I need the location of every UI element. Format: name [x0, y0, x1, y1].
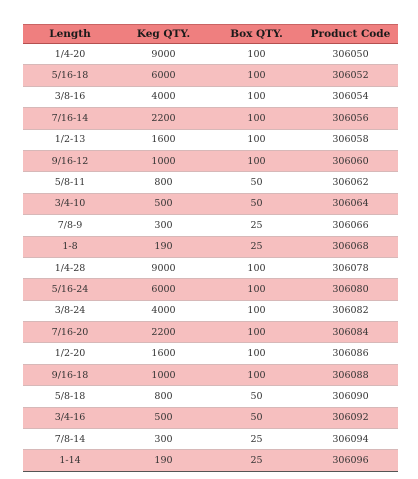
cell-keg-qty: 800	[117, 386, 210, 407]
cell-keg-qty: 9000	[117, 257, 210, 278]
cell-product-code: 306084	[303, 322, 398, 343]
cell-keg-qty: 1600	[117, 343, 210, 364]
table-row	[23, 386, 398, 407]
product-spec-table	[23, 24, 398, 472]
cell-box-qty: 25	[210, 236, 303, 257]
cell-length: 1-8	[23, 236, 117, 257]
cell-length: 3/4-10	[23, 193, 117, 214]
cell-keg-qty: 9000	[117, 44, 210, 65]
cell-keg-qty: 190	[117, 236, 210, 257]
cell-product-code: 306052	[303, 65, 398, 86]
cell-product-code: 306088	[303, 364, 398, 385]
cell-length: 5/8-18	[23, 386, 117, 407]
header-box-qty: Box QTY.	[210, 25, 303, 44]
cell-length: 7/16-14	[23, 108, 117, 129]
table-row	[23, 129, 398, 150]
cell-length: 1/2-20	[23, 343, 117, 364]
cell-box-qty: 100	[210, 300, 303, 321]
table-row	[23, 343, 398, 364]
cell-length: 3/8-16	[23, 86, 117, 107]
table-row	[23, 65, 398, 86]
cell-product-code: 306066	[303, 215, 398, 236]
cell-keg-qty: 4000	[117, 300, 210, 321]
cell-keg-qty: 6000	[117, 65, 210, 86]
table-row	[23, 257, 398, 278]
header-length: Length	[23, 25, 117, 44]
table-row	[23, 172, 398, 193]
cell-product-code: 306058	[303, 129, 398, 150]
cell-box-qty: 25	[210, 429, 303, 450]
cell-length: 7/8-14	[23, 429, 117, 450]
cell-length: 1/4-28	[23, 257, 117, 278]
cell-length: 7/16-20	[23, 322, 117, 343]
header-product-code: Product Code	[303, 25, 398, 44]
cell-box-qty: 50	[210, 407, 303, 428]
cell-length: 7/8-9	[23, 215, 117, 236]
cell-product-code: 306056	[303, 108, 398, 129]
cell-box-qty: 100	[210, 343, 303, 364]
cell-keg-qty: 2200	[117, 322, 210, 343]
table-row	[23, 193, 398, 214]
cell-length: 1-14	[23, 450, 117, 471]
cell-product-code: 306082	[303, 300, 398, 321]
table-row	[23, 86, 398, 107]
cell-box-qty: 100	[210, 279, 303, 300]
cell-product-code: 306050	[303, 44, 398, 65]
cell-product-code: 306068	[303, 236, 398, 257]
cell-box-qty: 100	[210, 65, 303, 86]
table-row	[23, 108, 398, 129]
cell-product-code: 306064	[303, 193, 398, 214]
cell-product-code: 306060	[303, 150, 398, 171]
table-row	[23, 450, 398, 471]
cell-box-qty: 50	[210, 172, 303, 193]
cell-product-code: 306086	[303, 343, 398, 364]
table-header-row	[23, 25, 398, 44]
cell-product-code: 306078	[303, 257, 398, 278]
cell-keg-qty: 190	[117, 450, 210, 471]
cell-box-qty: 100	[210, 150, 303, 171]
table-row	[23, 215, 398, 236]
cell-length: 3/8-24	[23, 300, 117, 321]
cell-keg-qty: 500	[117, 193, 210, 214]
cell-product-code: 306080	[303, 279, 398, 300]
cell-product-code: 306062	[303, 172, 398, 193]
table-row	[23, 150, 398, 171]
header-keg-qty: Keg QTY.	[117, 25, 210, 44]
table-row	[23, 44, 398, 65]
cell-length: 1/4-20	[23, 44, 117, 65]
cell-product-code: 306090	[303, 386, 398, 407]
cell-keg-qty: 500	[117, 407, 210, 428]
cell-keg-qty: 6000	[117, 279, 210, 300]
table-row	[23, 279, 398, 300]
cell-length: 9/16-18	[23, 364, 117, 385]
cell-box-qty: 100	[210, 364, 303, 385]
table-body	[23, 44, 398, 472]
cell-box-qty: 25	[210, 215, 303, 236]
cell-keg-qty: 1000	[117, 150, 210, 171]
cell-length: 5/8-11	[23, 172, 117, 193]
cell-keg-qty: 4000	[117, 86, 210, 107]
cell-product-code: 306096	[303, 450, 398, 471]
table-row	[23, 300, 398, 321]
cell-box-qty: 100	[210, 44, 303, 65]
cell-product-code: 306054	[303, 86, 398, 107]
cell-box-qty: 100	[210, 86, 303, 107]
cell-box-qty: 50	[210, 386, 303, 407]
cell-box-qty: 100	[210, 322, 303, 343]
table-row	[23, 364, 398, 385]
cell-box-qty: 100	[210, 257, 303, 278]
cell-box-qty: 25	[210, 450, 303, 471]
table-row	[23, 236, 398, 257]
cell-keg-qty: 300	[117, 429, 210, 450]
table-row	[23, 322, 398, 343]
cell-length: 5/16-24	[23, 279, 117, 300]
cell-box-qty: 100	[210, 129, 303, 150]
cell-box-qty: 50	[210, 193, 303, 214]
cell-length: 5/16-18	[23, 65, 117, 86]
cell-length: 1/2-13	[23, 129, 117, 150]
cell-box-qty: 100	[210, 108, 303, 129]
cell-keg-qty: 1600	[117, 129, 210, 150]
cell-keg-qty: 2200	[117, 108, 210, 129]
cell-keg-qty: 300	[117, 215, 210, 236]
cell-length: 9/16-12	[23, 150, 117, 171]
table-row	[23, 429, 398, 450]
cell-keg-qty: 1000	[117, 364, 210, 385]
table-row	[23, 407, 398, 428]
cell-product-code: 306092	[303, 407, 398, 428]
cell-product-code: 306094	[303, 429, 398, 450]
cell-keg-qty: 800	[117, 172, 210, 193]
cell-length: 3/4-16	[23, 407, 117, 428]
